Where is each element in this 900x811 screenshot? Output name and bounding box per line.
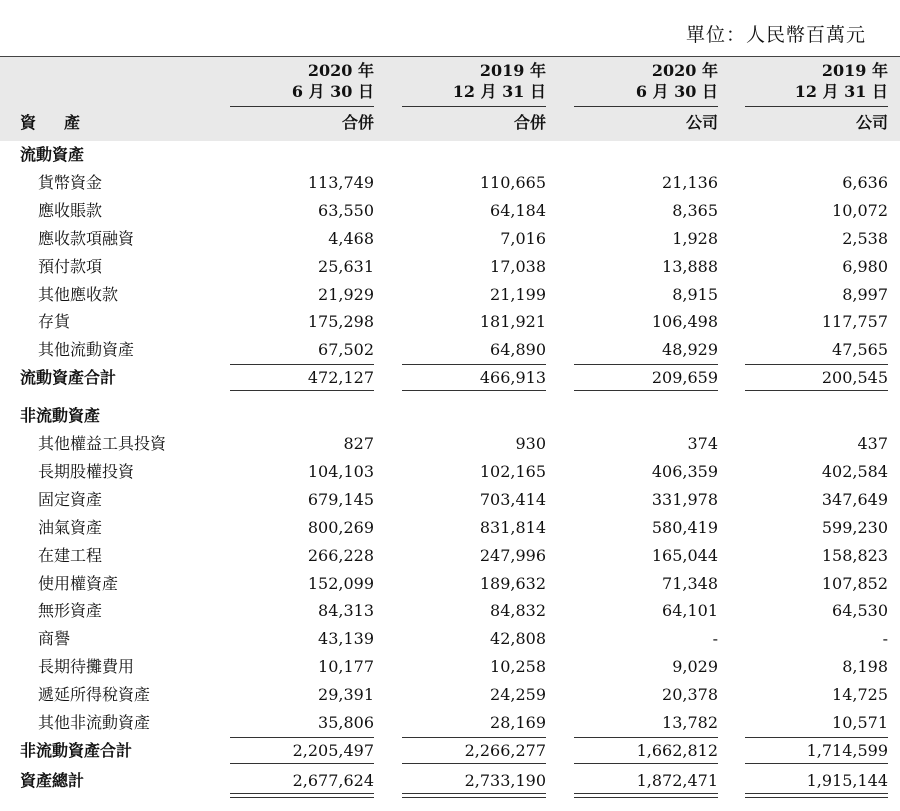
total-row [0, 737, 900, 765]
row-value: 21,199 [490, 284, 546, 304]
section-heading-row [0, 402, 900, 430]
total-rule [574, 390, 718, 391]
table-row [0, 570, 900, 598]
row-value: 8,997 [842, 284, 888, 304]
row-value: 20,378 [662, 685, 718, 705]
row-value: 102,165 [479, 461, 546, 481]
row-value: 599,230 [821, 517, 888, 537]
row-label: 其他非流動資產 [38, 713, 151, 732]
row-label: 油氣資產 [38, 517, 103, 537]
row-value: 14,725 [832, 685, 888, 705]
row-value: 117,757 [821, 312, 888, 332]
row-label: 資產總計 [20, 770, 85, 790]
column-type: 公司 [685, 113, 718, 132]
row-value: 266,228 [307, 545, 374, 565]
row-label: 遞延所得稅資產 [38, 685, 151, 705]
row-label: 在建工程 [38, 545, 103, 565]
table-header [0, 56, 900, 141]
row-value: 21,136 [662, 172, 718, 192]
table-row [0, 709, 900, 737]
total-rule [574, 793, 718, 794]
column-year: 2019 年 [479, 61, 546, 80]
table-row [0, 430, 900, 458]
row-label: 長期待攤費用 [38, 657, 135, 677]
row-value: 209,659 [651, 368, 718, 388]
table-row [0, 336, 900, 364]
row-value: 8,198 [842, 657, 888, 677]
column-type: 合併 [513, 113, 546, 132]
row-value: 13,888 [662, 256, 718, 276]
row-value: 64,530 [832, 601, 888, 621]
row-value: 374 [687, 434, 718, 453]
table-row [0, 458, 900, 486]
row-value: 4,468 [328, 228, 374, 248]
row-value: 402,584 [821, 461, 888, 481]
row-value: 8,915 [672, 284, 718, 304]
row-value: 64,101 [662, 601, 718, 621]
section-heading: 非流動資產 [20, 406, 101, 426]
total-rule [574, 797, 718, 798]
row-value: 8,365 [672, 200, 718, 220]
row-value: 679,145 [307, 489, 374, 509]
row-value: 10,258 [490, 657, 546, 677]
row-value: 17,038 [490, 256, 546, 276]
row-value: 48,929 [662, 340, 718, 360]
row-value: 21,929 [318, 284, 374, 304]
total-row [0, 364, 900, 392]
row-value: 7,016 [500, 228, 546, 248]
table-row [0, 597, 900, 625]
row-value: 2,677,624 [292, 770, 374, 790]
row-value: 831,814 [479, 517, 546, 537]
row-value: 437 [857, 434, 888, 453]
row-value: 472,127 [307, 368, 374, 388]
column-underline [402, 106, 546, 107]
row-value: 152,099 [307, 573, 374, 593]
column-header-3 [574, 57, 718, 133]
total-rule [574, 763, 718, 764]
table-row [0, 225, 900, 253]
row-label: 非流動資產合計 [20, 740, 133, 760]
row-value: 181,921 [479, 312, 546, 332]
row-value: 24,259 [490, 685, 546, 705]
total-rule [745, 797, 888, 798]
total-rule [402, 797, 546, 798]
table-row [0, 681, 900, 709]
table-row [0, 308, 900, 336]
row-value: 28,169 [490, 713, 546, 732]
table-row [0, 253, 900, 281]
row-value: 189,632 [479, 573, 546, 593]
row-value: 331,978 [651, 489, 718, 509]
column-date: 12 月 31 日 [794, 82, 888, 101]
column-underline [230, 106, 374, 107]
row-value: 200,545 [821, 368, 888, 388]
row-value: 113,749 [307, 172, 374, 192]
row-value: 1,662,812 [636, 740, 718, 760]
column-year: 2020 年 [651, 61, 718, 80]
column-year: 2019 年 [821, 61, 888, 80]
table-row [0, 542, 900, 570]
row-label: 長期股權投資 [38, 461, 135, 481]
row-value: 247,996 [479, 545, 546, 565]
total-rule [230, 763, 374, 764]
total-rule [402, 763, 546, 764]
assets-section-label: 資 產 [20, 113, 87, 132]
row-value: 347,649 [821, 489, 888, 509]
table-row [0, 169, 900, 197]
row-label: 商譽 [38, 629, 71, 649]
row-value: 42,808 [490, 629, 546, 649]
total-rule [745, 763, 888, 764]
row-value: 84,313 [318, 601, 374, 621]
row-value: 2,538 [842, 228, 888, 248]
row-value: 165,044 [651, 545, 718, 565]
row-value: 466,913 [479, 368, 546, 388]
column-date: 6 月 30 日 [635, 82, 718, 101]
row-label: 應收賬款 [38, 200, 103, 220]
row-value: 13,782 [662, 713, 718, 732]
column-header-1 [230, 57, 374, 133]
table-row [0, 486, 900, 514]
row-value: 106,498 [651, 312, 718, 332]
row-value: 406,359 [651, 461, 718, 481]
row-value: 10,177 [318, 657, 374, 677]
row-label: 預付款項 [38, 256, 103, 276]
column-underline [574, 106, 718, 107]
column-year: 2020 年 [307, 61, 374, 80]
column-date: 12 月 31 日 [452, 82, 546, 101]
row-value: 64,890 [490, 340, 546, 360]
row-value: 47,565 [832, 340, 888, 360]
row-label: 其他流動資產 [38, 340, 135, 360]
row-value: 43,139 [318, 629, 374, 649]
column-type: 公司 [855, 113, 888, 132]
row-value: 175,298 [307, 312, 374, 332]
total-rule [745, 793, 888, 794]
row-value: 2,266,277 [464, 740, 546, 760]
row-value: - [712, 629, 718, 649]
column-underline [745, 106, 888, 107]
row-value: 63,550 [318, 200, 374, 220]
row-value: 1,714,599 [806, 740, 888, 760]
row-value: 29,391 [318, 685, 374, 705]
table-row [0, 281, 900, 309]
row-label: 其他應收款 [38, 284, 119, 304]
total-rule [745, 390, 888, 391]
row-value: 67,502 [318, 340, 374, 360]
row-value: 158,823 [821, 545, 888, 565]
row-value: 827 [343, 434, 374, 453]
row-value: 35,806 [318, 713, 374, 732]
column-date: 6 月 30 日 [291, 82, 374, 101]
column-header-2 [402, 57, 546, 133]
section-heading: 流動資產 [20, 145, 85, 164]
total-rule [402, 793, 546, 794]
row-value: 1,928 [672, 228, 718, 248]
row-value: 10,072 [832, 200, 888, 220]
row-label: 固定資產 [38, 489, 103, 509]
column-header-4 [745, 57, 888, 133]
row-value: 9,029 [672, 657, 718, 677]
row-value: 1,872,471 [636, 770, 718, 790]
row-value: 71,348 [662, 573, 718, 593]
table-row [0, 197, 900, 225]
row-label: 貨幣資金 [38, 172, 103, 192]
row-label: 其他權益工具投資 [38, 434, 167, 453]
row-value: 104,103 [307, 461, 374, 481]
row-value: 6,980 [842, 256, 888, 276]
row-label: 無形資產 [38, 601, 103, 621]
table-row [0, 514, 900, 542]
row-value: 10,571 [832, 713, 888, 732]
total-rule [230, 390, 374, 391]
table-row [0, 625, 900, 653]
row-value: 2,733,190 [464, 770, 546, 790]
row-label: 流動資產合計 [20, 368, 117, 388]
row-value: 84,832 [490, 601, 546, 621]
row-value: 703,414 [479, 489, 546, 509]
total-rule [402, 390, 546, 391]
total-rule [230, 797, 374, 798]
row-value: 2,205,497 [292, 740, 374, 760]
row-label: 存貨 [38, 312, 71, 332]
column-type: 合併 [341, 113, 374, 132]
row-value: 1,915,144 [806, 770, 888, 790]
row-value: 580,419 [651, 517, 718, 537]
row-label: 使用權資產 [38, 573, 119, 593]
row-value: - [882, 629, 888, 649]
row-label: 應收款項融資 [38, 228, 135, 248]
total-row [0, 767, 900, 795]
row-value: 6,636 [842, 172, 888, 192]
total-rule [230, 793, 374, 794]
row-value: 25,631 [318, 256, 374, 276]
table-row [0, 653, 900, 681]
row-value: 107,852 [821, 573, 888, 593]
row-value: 64,184 [490, 200, 546, 220]
row-value: 930 [515, 434, 546, 453]
section-heading-row [0, 141, 900, 169]
row-value: 800,269 [307, 517, 374, 537]
unit-label: 單位：人民幣百萬元 [685, 24, 866, 46]
row-value: 110,665 [479, 172, 546, 192]
